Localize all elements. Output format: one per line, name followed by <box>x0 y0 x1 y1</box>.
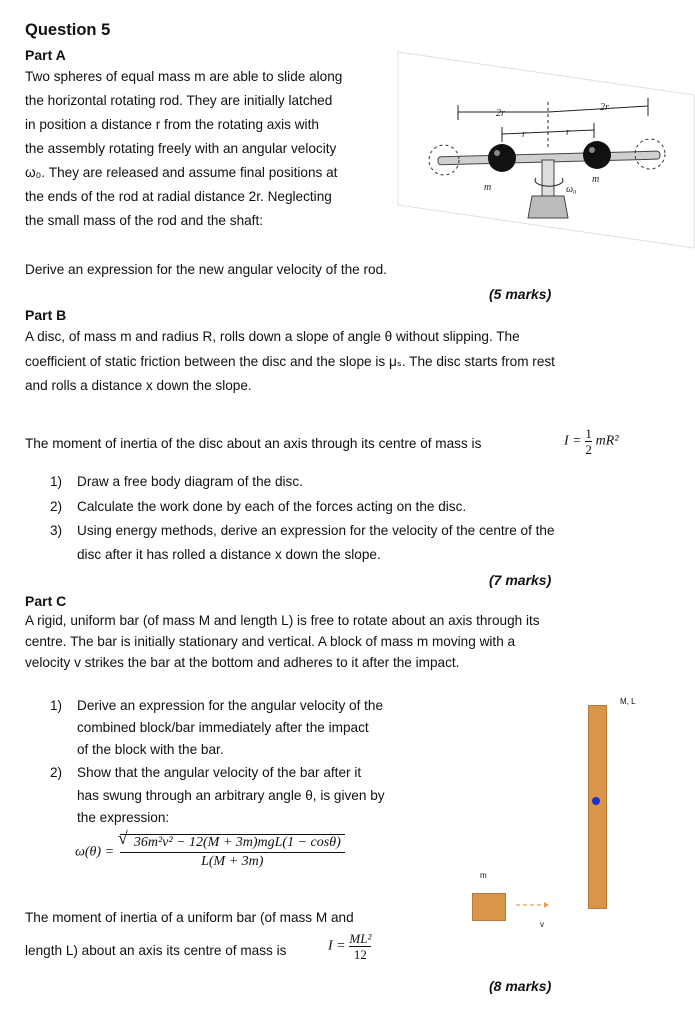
base <box>528 196 568 218</box>
part-c-line: velocity v strikes the bar at the bottom and adheres to it after the impact. <box>25 655 460 670</box>
sphere-right <box>583 141 611 169</box>
label-r-right: r <box>566 127 570 138</box>
velocity-arrow-icon <box>514 898 550 912</box>
uniform-bar <box>588 705 607 909</box>
part-b-inertia-formula <box>564 426 619 457</box>
part-b-line: A disc, of mass m and radius R, rolls down a slope of angle θ without slipping. The <box>25 329 520 344</box>
label-2r-left: 2r <box>496 108 505 119</box>
eq-den: L(M + 3m) <box>120 852 345 871</box>
part-a-line: Two spheres of equal mass m are able to slide along <box>25 69 343 84</box>
part-c-inertia-formula <box>328 931 371 962</box>
part-a-line: the horizontal rotating rod. They are initially latched <box>25 93 333 108</box>
sqrt-icon: √ <box>117 828 128 848</box>
part-b-item-number: 1) <box>50 474 63 489</box>
eq-lhs: ω(θ) = <box>75 844 115 860</box>
inertia-rhs: mR² <box>595 433 619 449</box>
bar-inertia-lhs: I = <box>328 938 346 954</box>
figure-border <box>398 52 694 248</box>
part-b-marks: (7 marks) <box>489 572 552 588</box>
part-c-heading: Part C <box>25 593 67 609</box>
part-c-item2-line: has swung through an arbitrary angle θ, is given by <box>77 788 385 803</box>
part-a-heading: Part A <box>25 47 66 63</box>
part-c-line: A rigid, uniform bar (of mass M and length L) is free to rotate about an axis through its <box>25 613 540 628</box>
eq-fraction <box>117 828 345 871</box>
label-r-left: r <box>522 129 526 140</box>
block-label: m <box>480 871 487 880</box>
part-c-line: centre. The bar is initially stationary and vertical. A block of mass m moving with a <box>25 634 516 649</box>
part-a-line: in position a distance r from the rotating axis with <box>25 117 319 132</box>
inertia-num: 1 <box>585 426 592 441</box>
inertia-lhs: I = <box>564 433 582 449</box>
part-b-item-cont: disc after it has rolled a distance x down the slope. <box>77 547 381 562</box>
bar-inertia-num: ML² <box>349 931 372 946</box>
shaft <box>542 160 554 200</box>
part-c-inertia-line: length L) about an axis its centre of mass is <box>25 943 287 958</box>
bar-inertia-fraction <box>349 931 371 962</box>
part-c-marks: (8 marks) <box>489 978 552 994</box>
block <box>472 893 506 921</box>
part-c-inertia-line: The moment of inertia of a uniform bar (of mass M and <box>25 910 354 925</box>
part-a-line: the ends of the rod at radial distance 2r. Neglecting <box>25 189 332 204</box>
label-2r-right: 2r <box>600 102 609 113</box>
part-b-heading: Part B <box>25 307 67 323</box>
part-b-line: and rolls a distance x down the slope. <box>25 378 252 393</box>
velocity-label: v <box>540 920 544 929</box>
part-a-line: the assembly rotating freely with an angular velocity <box>25 141 337 156</box>
part-c-item-number: 2) <box>50 765 63 780</box>
angular-velocity-equation <box>75 828 345 871</box>
rotating-rod-figure <box>396 50 695 250</box>
part-a-marks: (5 marks) <box>489 286 552 302</box>
question-title: Question 5 <box>25 21 111 39</box>
part-b-item: Using energy methods, derive an expression for the velocity of the centre of the <box>77 523 555 538</box>
part-b-item: Draw a free body diagram of the disc. <box>77 474 303 489</box>
sphere-highlight <box>589 147 595 153</box>
part-c-item2-line: the expression: <box>77 810 170 825</box>
bar-label: M, L <box>620 697 636 706</box>
part-b-item-number: 3) <box>50 523 63 538</box>
part-a-line: ω₀. They are released and assume final positions at <box>25 165 338 180</box>
inertia-fraction <box>585 426 592 457</box>
label-m-left: m <box>484 182 492 193</box>
part-c-item-number: 1) <box>50 698 63 713</box>
part-a-task: Derive an expression for the new angular velocity of the rod. <box>25 262 387 277</box>
part-b-item: Calculate the work done by each of the forces acting on the disc. <box>77 499 467 514</box>
bar-inertia-den: 12 <box>349 946 371 962</box>
inertia-description: The moment of inertia of the disc about an axis through its centre of mass is <box>25 436 482 451</box>
part-b-item-number: 2) <box>50 499 63 514</box>
part-b-line: coefficient of static friction between the disc and the slope is μₛ. The disc starts from rest <box>25 354 555 369</box>
inertia-den: 2 <box>585 442 592 457</box>
sphere-left <box>488 144 516 172</box>
dim-2r-right <box>548 106 648 112</box>
part-b-inertia-text <box>25 436 481 452</box>
part-c-item1-line: of the block with the bar. <box>77 742 224 757</box>
part-c-item2-line: Show that the angular velocity of the bar after it <box>77 765 362 780</box>
part-c-item1-line: Derive an expression for the angular velocity of the <box>77 698 384 713</box>
label-omega: ω₀ <box>566 184 577 195</box>
label-m-right: m <box>592 174 600 185</box>
eq-num-text: 36m²v² − 12(M + 3m)mgL(1 − cosθ) <box>133 835 341 850</box>
sphere-highlight <box>494 150 500 156</box>
eq-num <box>117 828 345 852</box>
part-c-item1-line: combined block/bar immediately after the impact <box>77 720 369 735</box>
part-a-line: the small mass of the rod and the shaft: <box>25 213 264 228</box>
pivot-point <box>592 797 600 805</box>
